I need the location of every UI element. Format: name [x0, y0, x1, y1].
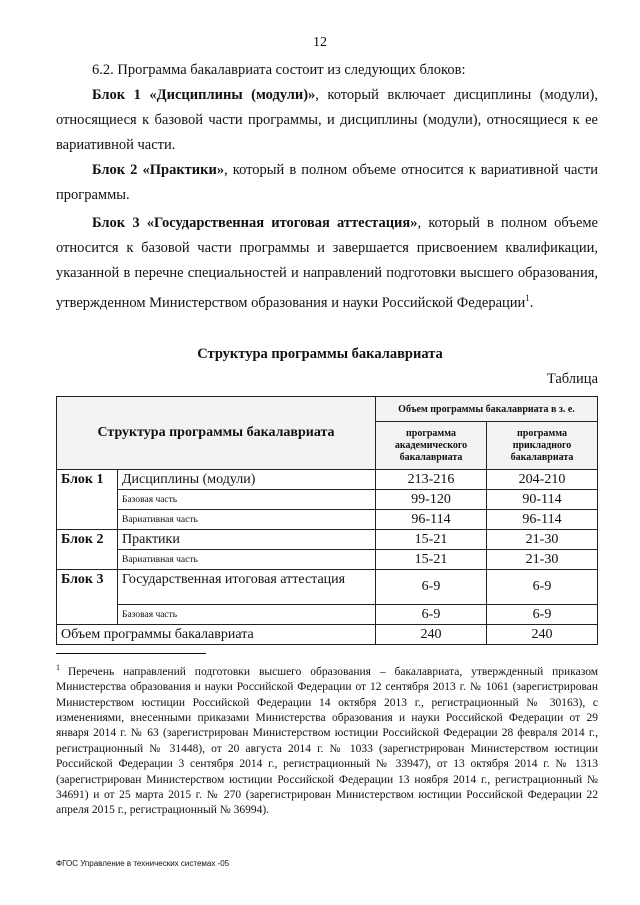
block1-label: Блок 1 — [57, 470, 118, 530]
table-row — [57, 530, 598, 550]
block1-base-name: Базовая часть — [118, 490, 376, 510]
footnote-text: Перечень направлений подготовки высшего образования – бакалавриата, утвержденный приказом Министерства образования и науки Российской Федерации от 12 сентября 2013 г. № 1061 (зарегистрирован Министерством юстиции Российской Федерации 14 октября 2013 г., регистрационный № 30163), с изменениями, внесенными приказами Министерства образования и науки Российской Федерации от 29 января 2014 г. № 63 (зарегистрирован Министерством юстиции Российской Федерации 28 февраля 2014 г., регистрационный № 31448), от 20 августа 2014 г. № 1033 (зарегистрирован Министерством юстиции Российской Федерации 3 сентября 2014 г., регистрационный № 33947), от 13 октября 2014 г. № 1313 (зарегистрирован Министерством юстиции Российской Федерации 13 ноября 2014 г., регистрационный № 34691) и от 25 марта 2015 г. № 270 (зарегистрирован Министерством юстиции Российской Федерации 22 апреля 2015 г., регистрационный № 36994). — [56, 665, 598, 817]
block1-text: , который включает дисциплины (модули), относящиеся к базовой части программы, и дисциплины (модули), относящиеся к ее вариативной части. — [56, 87, 598, 153]
block2-var-academic: 15-21 — [376, 550, 487, 570]
footnote — [56, 660, 598, 819]
block3-text: , который в полном объеме относится к базовой части программы и завершается присвоением квалификации, указанной в перечне специальностей и направлений подготовки высшего образования, утвержденном Министерством образования и науки Российской Федерации — [56, 215, 598, 311]
footnote-ref: 1 — [525, 293, 530, 303]
page-number: 12 — [313, 35, 327, 50]
block3-paragraph — [56, 211, 598, 316]
block1-applied: 204-210 — [487, 470, 598, 490]
footnote-separator — [56, 653, 206, 654]
block3-title: Блок 3 «Государственная итоговая аттестация» — [92, 215, 418, 231]
block1-paragraph — [56, 83, 598, 158]
block2-title: Блок 2 «Практики» — [92, 162, 225, 178]
block2-var-name: Вариативная часть — [118, 550, 376, 570]
block2-name: Практики — [118, 530, 376, 550]
block1-title: Блок 1 «Дисциплины (модули)» — [92, 87, 316, 103]
table-row — [57, 510, 598, 530]
page-footer: ФГОС Управление в технических системах -05 — [56, 859, 230, 868]
intro-paragraph: 6.2. Программа бакалавриата состоит из следующих блоков: — [92, 62, 466, 78]
block3-base-name: Базовая часть — [118, 605, 376, 625]
table-caption: Структура программы бакалавриата — [197, 346, 443, 362]
block1-base-academic: 99-120 — [376, 490, 487, 510]
block3-applied: 6-9 — [487, 570, 598, 605]
block2-academic: 15-21 — [376, 530, 487, 550]
block1-base-applied: 90-114 — [487, 490, 598, 510]
table-row — [57, 490, 598, 510]
header-volume: Объем программы бакалавриата в з. е. — [376, 397, 598, 422]
block2-text: , который в полном объеме относится к вариативной части программы. — [56, 162, 598, 203]
block3-name: Государственная итоговая аттестация — [118, 570, 376, 605]
table-row — [57, 605, 598, 625]
block1-var-academic: 96-114 — [376, 510, 487, 530]
total-academic: 240 — [376, 625, 487, 645]
table-label: Таблица — [546, 371, 598, 387]
total-applied: 240 — [487, 625, 598, 645]
block2-var-applied: 21-30 — [487, 550, 598, 570]
block1-var-name: Вариативная часть — [118, 510, 376, 530]
header-academic: программа академического бакалавриата — [376, 422, 487, 470]
table-row — [57, 570, 598, 605]
block3-label: Блок 3 — [57, 570, 118, 625]
block3-academic: 6-9 — [376, 570, 487, 605]
block1-academic: 213-216 — [376, 470, 487, 490]
block1-var-applied: 96-114 — [487, 510, 598, 530]
block3-base-academic: 6-9 — [376, 605, 487, 625]
table-row — [57, 625, 598, 645]
total-name: Объем программы бакалавриата — [57, 625, 376, 645]
structure-table — [56, 396, 598, 645]
table-row — [57, 470, 598, 490]
block3-tail: . — [529, 294, 534, 311]
table-row — [57, 550, 598, 570]
footnote-mark: 1 — [56, 663, 60, 672]
header-applied: программа прикладного бакалавриата — [487, 422, 598, 470]
header-structure: Структура программы бакалавриата — [57, 397, 376, 470]
block2-label: Блок 2 — [57, 530, 118, 570]
block2-applied: 21-30 — [487, 530, 598, 550]
block1-name: Дисциплины (модули) — [118, 470, 376, 490]
block3-base-applied: 6-9 — [487, 605, 598, 625]
block2-paragraph — [56, 158, 598, 208]
